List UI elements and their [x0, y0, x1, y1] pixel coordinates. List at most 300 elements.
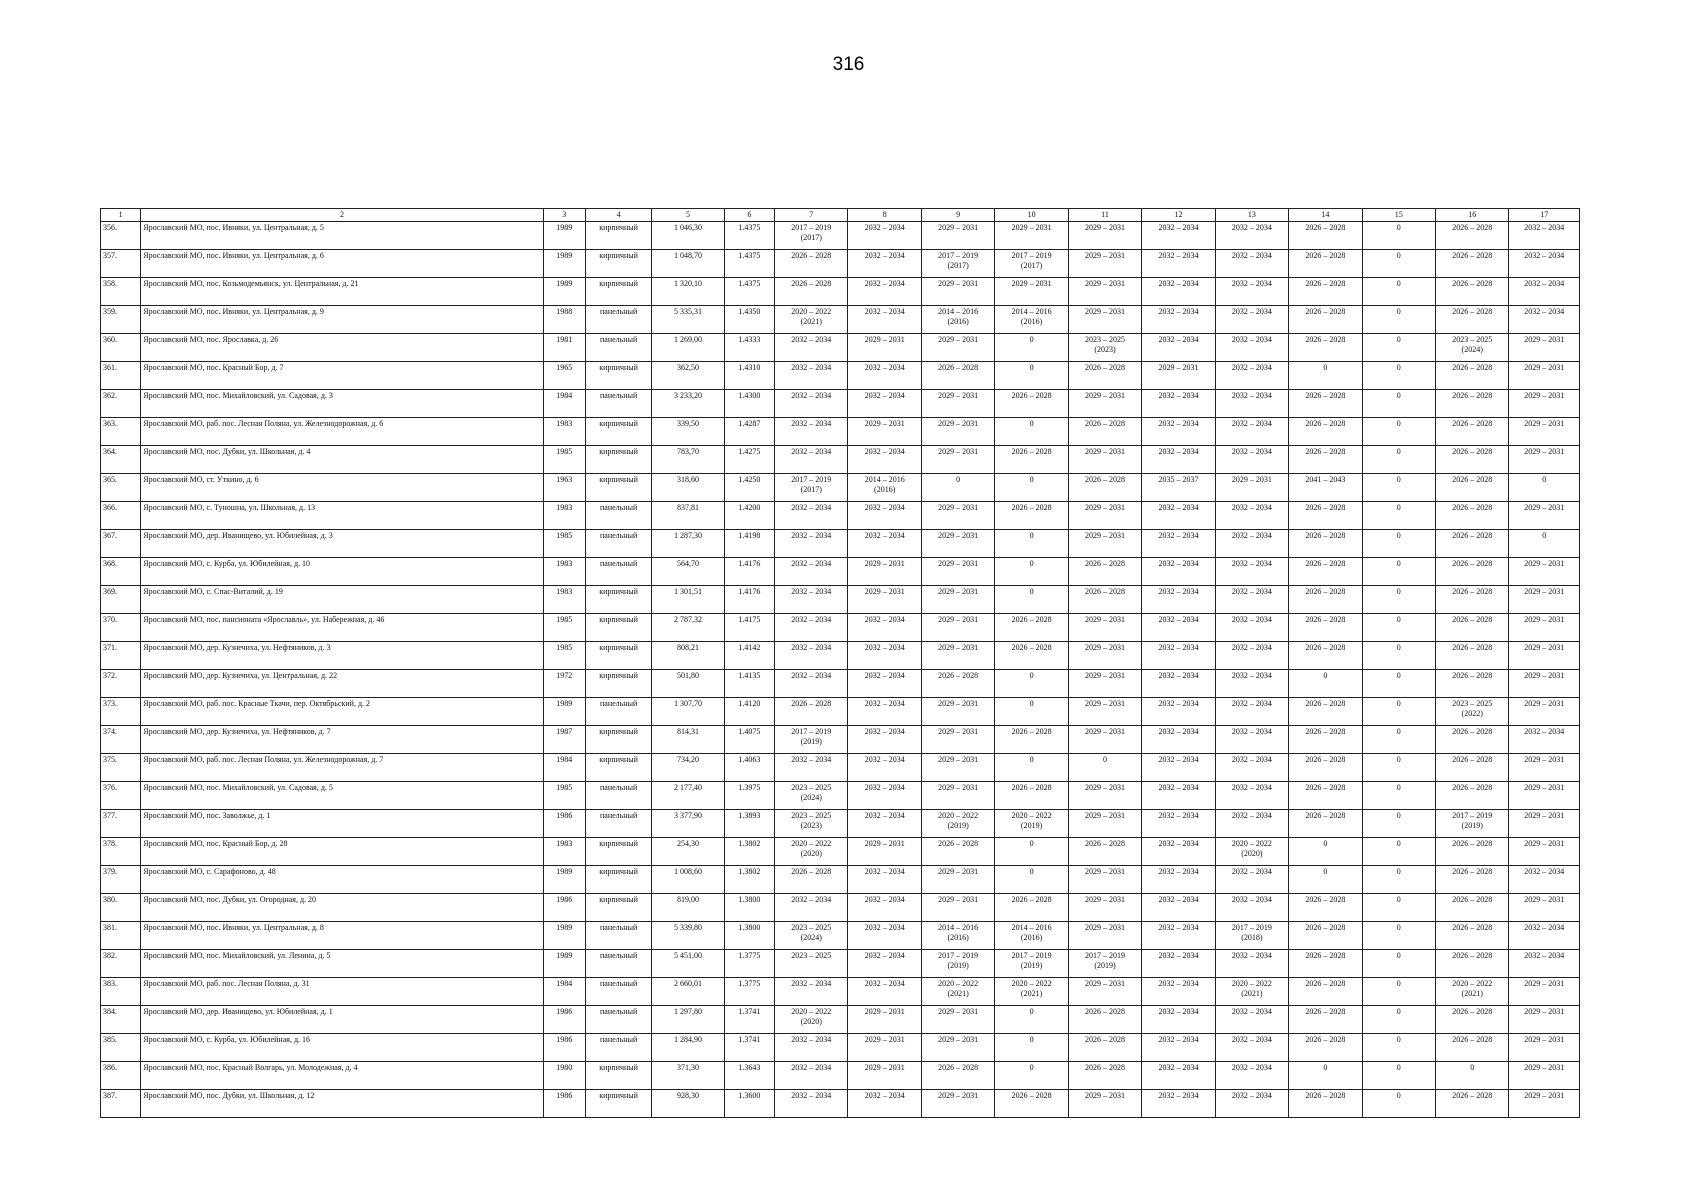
table-cell: 5 339,80 — [652, 922, 724, 950]
table-cell: 0 — [1362, 810, 1435, 838]
table-cell: 2026 – 2028 — [775, 278, 848, 306]
column-number-11: 11 — [1068, 209, 1141, 222]
table-cell: 2032 – 2034 — [775, 894, 848, 922]
address-cell: Ярославский МО, пос. Заволжье, д. 1 — [141, 810, 543, 838]
table-cell: панельный — [585, 334, 651, 362]
table-cell: 2026 – 2028 — [1289, 614, 1362, 642]
row-number: 367. — [101, 530, 141, 558]
table-cell: 2029 – 2031 — [1509, 978, 1580, 1006]
table-cell: 2032 – 2034 — [775, 390, 848, 418]
table-cell: 1985 — [543, 446, 585, 474]
table-cell: 2029 – 2031 — [1068, 698, 1141, 726]
table-cell: 819,00 — [652, 894, 724, 922]
row-number: 377. — [101, 810, 141, 838]
table-cell: 2026 – 2028 — [1068, 586, 1141, 614]
table-cell: 2032 – 2034 — [1509, 726, 1580, 754]
table-cell: 1981 — [543, 334, 585, 362]
row-number: 380. — [101, 894, 141, 922]
table-cell: 2029 – 2031 — [1509, 782, 1580, 810]
table-cell: 2014 – 2016 (2016) — [848, 474, 921, 502]
table-cell: 2032 – 2034 — [1142, 390, 1215, 418]
table-cell: 2 787,32 — [652, 614, 724, 642]
row-number: 382. — [101, 950, 141, 978]
table-cell: 1.4375 — [724, 222, 774, 250]
table-cell: 0 — [1509, 530, 1580, 558]
table-cell: кирпичный — [585, 474, 651, 502]
table-cell: 2032 – 2034 — [848, 222, 921, 250]
table-row — [101, 530, 1580, 558]
table-cell: 0 — [1289, 670, 1362, 698]
table-cell: 2032 – 2034 — [1215, 390, 1288, 418]
table-cell: 2029 – 2031 — [921, 222, 994, 250]
table-cell: 2029 – 2031 — [848, 334, 921, 362]
table-cell: кирпичный — [585, 222, 651, 250]
row-number: 370. — [101, 614, 141, 642]
table-cell: 1989 — [543, 250, 585, 278]
address-cell: Ярославский МО, пос. Ивняки, ул. Центральная, д. 8 — [141, 922, 543, 950]
row-number: 372. — [101, 670, 141, 698]
row-number: 365. — [101, 474, 141, 502]
table-row — [101, 978, 1580, 1006]
table-cell: 2029 – 2031 — [921, 446, 994, 474]
table-cell: 1989 — [543, 222, 585, 250]
table-row — [101, 306, 1580, 334]
column-number-7: 7 — [775, 209, 848, 222]
table-cell: 0 — [1362, 278, 1435, 306]
table-cell: 2029 – 2031 — [921, 558, 994, 586]
table-cell: 2 660,01 — [652, 978, 724, 1006]
row-number: 358. — [101, 278, 141, 306]
column-number-row — [101, 209, 1580, 222]
table-cell: 2029 – 2031 — [1509, 810, 1580, 838]
table-cell: 2032 – 2034 — [1142, 726, 1215, 754]
table-cell: 2029 – 2031 — [1509, 1006, 1580, 1034]
table-cell: 2026 – 2028 — [1435, 782, 1508, 810]
table-cell: 2017 – 2019 (2018) — [1215, 922, 1288, 950]
table-row — [101, 698, 1580, 726]
table-cell: 2032 – 2034 — [1509, 222, 1580, 250]
table-cell: 0 — [1362, 950, 1435, 978]
table-cell: 2029 – 2031 — [1142, 362, 1215, 390]
row-number: 379. — [101, 866, 141, 894]
row-number: 376. — [101, 782, 141, 810]
table-cell: 2026 – 2028 — [1435, 894, 1508, 922]
table-cell: 2026 – 2028 — [921, 838, 994, 866]
table-cell: 2020 – 2022 (2021) — [1215, 978, 1288, 1006]
column-number-6: 6 — [724, 209, 774, 222]
table-cell: 2032 – 2034 — [848, 530, 921, 558]
table-cell: 0 — [995, 474, 1068, 502]
address-cell: Ярославский МО, с. Курба, ул. Юбилейная, д. 16 — [141, 1034, 543, 1062]
table-cell: кирпичный — [585, 418, 651, 446]
row-number: 363. — [101, 418, 141, 446]
table-cell: 2032 – 2034 — [1215, 614, 1288, 642]
table-cell: 0 — [995, 1062, 1068, 1090]
table-cell: панельный — [585, 558, 651, 586]
table-cell: 2014 – 2016 (2016) — [921, 306, 994, 334]
table-cell: 1989 — [543, 922, 585, 950]
table-cell: 1989 — [543, 950, 585, 978]
table-cell: 2026 – 2028 — [1289, 390, 1362, 418]
table-cell: 1988 — [543, 306, 585, 334]
table-cell: 0 — [995, 838, 1068, 866]
table-cell: 2032 – 2034 — [1142, 446, 1215, 474]
table-cell: 2029 – 2031 — [848, 1006, 921, 1034]
table-cell: 2032 – 2034 — [1215, 558, 1288, 586]
table-cell: 2032 – 2034 — [848, 726, 921, 754]
column-number-4: 4 — [585, 209, 651, 222]
table-cell: 2029 – 2031 — [921, 866, 994, 894]
address-cell: Ярославский МО, пос. Ивняки, ул. Центральная, д. 5 — [141, 222, 543, 250]
table-row — [101, 726, 1580, 754]
table-cell: 2032 – 2034 — [1509, 278, 1580, 306]
table-cell: 0 — [1362, 782, 1435, 810]
row-number: 384. — [101, 1006, 141, 1034]
table-cell: 2023 – 2025 (2024) — [1435, 334, 1508, 362]
table-cell: 2026 – 2028 — [995, 894, 1068, 922]
table-cell: 2029 – 2031 — [921, 698, 994, 726]
table-cell: 1.3600 — [724, 1090, 774, 1118]
table-cell: 2026 – 2028 — [1435, 754, 1508, 782]
table-cell: 1.4200 — [724, 502, 774, 530]
table-cell: 2026 – 2028 — [1068, 362, 1141, 390]
table-cell: 2026 – 2028 — [1068, 558, 1141, 586]
table-cell: 2032 – 2034 — [1142, 698, 1215, 726]
table-cell: 2017 – 2019 (2019) — [995, 950, 1068, 978]
table-row — [101, 362, 1580, 390]
table-cell: 2029 – 2031 — [1068, 306, 1141, 334]
table-cell: 2026 – 2028 — [1435, 530, 1508, 558]
table-cell: 2023 – 2025 — [775, 950, 848, 978]
table-cell: 2029 – 2031 — [1068, 250, 1141, 278]
table-cell: 2032 – 2034 — [1215, 1090, 1288, 1118]
table-cell: 2029 – 2031 — [1509, 698, 1580, 726]
table-row — [101, 278, 1580, 306]
table-body — [101, 222, 1580, 1118]
table-cell: 1 297,80 — [652, 1006, 724, 1034]
table-cell: 318,60 — [652, 474, 724, 502]
table-cell: 2032 – 2034 — [775, 446, 848, 474]
table-cell: 2026 – 2028 — [1289, 754, 1362, 782]
row-number: 374. — [101, 726, 141, 754]
table-row — [101, 922, 1580, 950]
row-number: 386. — [101, 1062, 141, 1090]
table-row — [101, 390, 1580, 418]
table-cell: 2029 – 2031 — [1509, 418, 1580, 446]
table-cell: 0 — [921, 474, 994, 502]
table-cell: 814,31 — [652, 726, 724, 754]
row-number: 383. — [101, 978, 141, 1006]
table-cell: 0 — [1362, 1090, 1435, 1118]
address-cell: Ярославский МО, с. Туношна, ул. Школьная, д. 13 — [141, 502, 543, 530]
table-row — [101, 474, 1580, 502]
table-row — [101, 754, 1580, 782]
table-cell: 2032 – 2034 — [775, 1090, 848, 1118]
table-cell: 2032 – 2034 — [1215, 418, 1288, 446]
table-cell: 2026 – 2028 — [1435, 642, 1508, 670]
table-cell: 2032 – 2034 — [775, 670, 848, 698]
row-number: 371. — [101, 642, 141, 670]
table-cell: 2029 – 2031 — [1509, 754, 1580, 782]
table-cell: панельный — [585, 390, 651, 418]
table-cell: 0 — [995, 586, 1068, 614]
column-number-5: 5 — [652, 209, 724, 222]
table-cell: 501,80 — [652, 670, 724, 698]
table-cell: 2029 – 2031 — [921, 390, 994, 418]
address-cell: Ярославский МО, с. Курба, ул. Юбилейная, д. 10 — [141, 558, 543, 586]
column-number-17: 17 — [1509, 209, 1580, 222]
table-cell: кирпичный — [585, 586, 651, 614]
table-cell: 0 — [1068, 754, 1141, 782]
table-cell: 2029 – 2031 — [1509, 390, 1580, 418]
table-cell: 2029 – 2031 — [921, 1090, 994, 1118]
table-cell: 2020 – 2022 (2021) — [1435, 978, 1508, 1006]
table-cell: 254,30 — [652, 838, 724, 866]
row-number: 361. — [101, 362, 141, 390]
table-cell: 2026 – 2028 — [1068, 838, 1141, 866]
table-cell: 2026 – 2028 — [1435, 502, 1508, 530]
table-cell: 2026 – 2028 — [1289, 306, 1362, 334]
table-cell: 5 451,00 — [652, 950, 724, 978]
table-cell: 0 — [1362, 1034, 1435, 1062]
table-cell: 1.4142 — [724, 642, 774, 670]
table-cell: 2029 – 2031 — [848, 558, 921, 586]
table-cell: 1.4275 — [724, 446, 774, 474]
table-cell: 2032 – 2034 — [1142, 334, 1215, 362]
table-cell: 2029 – 2031 — [1068, 670, 1141, 698]
table-row — [101, 614, 1580, 642]
table-cell: 2032 – 2034 — [1509, 306, 1580, 334]
table-cell: 0 — [1362, 922, 1435, 950]
table-cell: 0 — [995, 530, 1068, 558]
table-cell: 1987 — [543, 726, 585, 754]
table-cell: 2026 – 2028 — [1289, 950, 1362, 978]
table-cell: 1.3975 — [724, 782, 774, 810]
address-cell: Ярославский МО, пос. Дубки, ул. Школьная, д. 4 — [141, 446, 543, 474]
table-cell: 2032 – 2034 — [848, 782, 921, 810]
table-cell: кирпичный — [585, 726, 651, 754]
table-cell: кирпичный — [585, 1090, 651, 1118]
table-cell: 2023 – 2025 (2024) — [775, 922, 848, 950]
table-cell: 362,50 — [652, 362, 724, 390]
table-cell: 2026 – 2028 — [1435, 950, 1508, 978]
table-cell: 2026 – 2028 — [1289, 446, 1362, 474]
table-cell: 2029 – 2031 — [1509, 894, 1580, 922]
table-cell: 1.3775 — [724, 950, 774, 978]
table-cell: 2017 – 2019 (2019) — [1435, 810, 1508, 838]
table-cell: 1.4176 — [724, 558, 774, 586]
table-cell: 2 177,40 — [652, 782, 724, 810]
table-cell: 2026 – 2028 — [1289, 642, 1362, 670]
table-cell: 2014 – 2016 (2016) — [995, 922, 1068, 950]
table-cell: 2026 – 2028 — [1435, 1090, 1508, 1118]
table-cell: 1984 — [543, 978, 585, 1006]
table-cell: 0 — [1362, 474, 1435, 502]
table-cell: 2026 – 2028 — [1435, 222, 1508, 250]
table-cell: 2032 – 2034 — [1142, 614, 1215, 642]
table-cell: 1.4310 — [724, 362, 774, 390]
table-cell: 5 335,31 — [652, 306, 724, 334]
address-cell: Ярославский МО, пос. Дубки, ул. Огородная, д. 20 — [141, 894, 543, 922]
table-cell: 1.3893 — [724, 810, 774, 838]
table-row — [101, 418, 1580, 446]
table-row — [101, 250, 1580, 278]
table-cell: 2014 – 2016 (2016) — [921, 922, 994, 950]
column-number-13: 13 — [1215, 209, 1288, 222]
table-cell: 1 269,00 — [652, 334, 724, 362]
table-cell: 1989 — [543, 866, 585, 894]
table-cell: 1985 — [543, 530, 585, 558]
address-cell: Ярославский МО, дер. Кузнечиха, ул. Нефтяников, д. 3 — [141, 642, 543, 670]
table-cell: 2017 – 2019 (2017) — [775, 474, 848, 502]
table-cell: 2026 – 2028 — [1289, 502, 1362, 530]
table-cell: 0 — [1362, 726, 1435, 754]
table-cell: 1 284,90 — [652, 1034, 724, 1062]
table-cell: 2032 – 2034 — [848, 978, 921, 1006]
table-cell: 734,20 — [652, 754, 724, 782]
table-cell: 2032 – 2034 — [848, 250, 921, 278]
address-cell: Ярославский МО, пос. Михайловский, ул. Садовая, д. 3 — [141, 390, 543, 418]
table-cell: 2017 – 2019 (2019) — [921, 950, 994, 978]
address-cell: Ярославский МО, раб. пос. Лесная Поляна, ул. Железнодорожная, д. 6 — [141, 418, 543, 446]
table-cell: 2032 – 2034 — [1142, 782, 1215, 810]
housing-register-table — [100, 208, 1580, 1118]
row-number: 360. — [101, 334, 141, 362]
table-cell: 2026 – 2028 — [921, 362, 994, 390]
table-cell: 0 — [1362, 586, 1435, 614]
table-cell: 2032 – 2034 — [1142, 222, 1215, 250]
address-cell: Ярославский МО, раб. пос. Лесная Поляна, ул. Железнодорожная, д. 7 — [141, 754, 543, 782]
table-cell: 2029 – 2031 — [1509, 362, 1580, 390]
address-cell: Ярославский МО, раб. пос. Лесная Поляна, д. 31 — [141, 978, 543, 1006]
table-cell: 0 — [1509, 474, 1580, 502]
address-cell: Ярославский МО, с. Спас-Виталий, д. 19 — [141, 586, 543, 614]
address-cell: Ярославский МО, дер. Иванищево, ул. Юбилейная, д. 3 — [141, 530, 543, 558]
table-cell: 2026 – 2028 — [1435, 922, 1508, 950]
table-cell: 1985 — [543, 642, 585, 670]
table-cell: 2032 – 2034 — [1142, 950, 1215, 978]
table-cell: 2026 – 2028 — [1435, 390, 1508, 418]
table-cell: 2026 – 2028 — [1435, 838, 1508, 866]
table-cell: 2032 – 2034 — [1215, 1006, 1288, 1034]
table-cell: 2032 – 2034 — [775, 418, 848, 446]
table-cell: 0 — [1362, 670, 1435, 698]
table-cell: 2026 – 2028 — [995, 782, 1068, 810]
table-cell: 2029 – 2031 — [1068, 222, 1141, 250]
table-cell: 1 046,30 — [652, 222, 724, 250]
table-cell: 2026 – 2028 — [1289, 222, 1362, 250]
page-number: 316 — [832, 54, 865, 75]
table-cell: 2032 – 2034 — [775, 586, 848, 614]
table-cell: 2029 – 2031 — [1509, 502, 1580, 530]
table-cell: 2017 – 2019 (2019) — [775, 726, 848, 754]
table-cell: 2032 – 2034 — [848, 614, 921, 642]
table-cell: кирпичный — [585, 278, 651, 306]
table-cell: 1984 — [543, 754, 585, 782]
table-cell: 2026 – 2028 — [1435, 474, 1508, 502]
table-cell: 2026 – 2028 — [1289, 810, 1362, 838]
table-cell: 1.3802 — [724, 838, 774, 866]
table-cell: 0 — [1362, 530, 1435, 558]
table-cell: кирпичный — [585, 754, 651, 782]
table-cell: 2029 – 2031 — [921, 754, 994, 782]
table-cell: 1.4075 — [724, 726, 774, 754]
table-cell: 2026 – 2028 — [1289, 250, 1362, 278]
table-cell: 2032 – 2034 — [848, 754, 921, 782]
table-cell: 2029 – 2031 — [921, 1006, 994, 1034]
address-cell: Ярославский МО, дер. Иванищево, ул. Юбилейная, д. 1 — [141, 1006, 543, 1034]
row-number: 362. — [101, 390, 141, 418]
table-cell: 2029 – 2031 — [1068, 978, 1141, 1006]
table-cell: 0 — [1362, 1062, 1435, 1090]
table-cell: 1 301,51 — [652, 586, 724, 614]
table-cell: 1986 — [543, 894, 585, 922]
table-cell: кирпичный — [585, 446, 651, 474]
table-row — [101, 1006, 1580, 1034]
address-cell: Ярославский МО, ст. Уткино, д. 6 — [141, 474, 543, 502]
table-cell: кирпичный — [585, 670, 651, 698]
row-number: 369. — [101, 586, 141, 614]
table-cell: 2032 – 2034 — [1142, 502, 1215, 530]
table-cell: 0 — [995, 1006, 1068, 1034]
table-cell: 1.3800 — [724, 894, 774, 922]
table-cell: панельный — [585, 782, 651, 810]
table-cell: 1983 — [543, 586, 585, 614]
table-cell: 2032 – 2034 — [1142, 530, 1215, 558]
table-cell: 0 — [1362, 754, 1435, 782]
table-cell: 2032 – 2034 — [848, 642, 921, 670]
table-cell: 0 — [995, 670, 1068, 698]
table-cell: 0 — [1362, 250, 1435, 278]
table-cell: 2032 – 2034 — [848, 362, 921, 390]
column-number-9: 9 — [921, 209, 994, 222]
address-cell: Ярославский МО, раб. пос. Красные Ткачи, пер. Октябрьский, д. 2 — [141, 698, 543, 726]
table-cell: 2032 – 2034 — [775, 502, 848, 530]
table-cell: 2032 – 2034 — [1215, 642, 1288, 670]
table-cell: 2029 – 2031 — [1068, 866, 1141, 894]
row-number: 375. — [101, 754, 141, 782]
table-cell: 2020 – 2022 (2021) — [775, 306, 848, 334]
row-number: 364. — [101, 446, 141, 474]
table-cell: 1963 — [543, 474, 585, 502]
table-cell: 2032 – 2034 — [1142, 810, 1215, 838]
table-cell: 2026 – 2028 — [775, 250, 848, 278]
table-cell: 2023 – 2025 (2023) — [1068, 334, 1141, 362]
table-cell: 2026 – 2028 — [1289, 978, 1362, 1006]
table-cell: 2026 – 2028 — [775, 866, 848, 894]
table-cell: кирпичный — [585, 866, 651, 894]
table-cell: 0 — [995, 418, 1068, 446]
table-cell: 1972 — [543, 670, 585, 698]
table-cell: 808,21 — [652, 642, 724, 670]
table-row — [101, 1062, 1580, 1090]
table-cell: 2029 – 2031 — [921, 782, 994, 810]
table-row — [101, 838, 1580, 866]
table-cell: 0 — [995, 362, 1068, 390]
table-cell: 2029 – 2031 — [1509, 334, 1580, 362]
table-row — [101, 950, 1580, 978]
table-cell: 2032 – 2034 — [1215, 866, 1288, 894]
table-cell: 2032 – 2034 — [775, 362, 848, 390]
table-cell: 2017 – 2019 (2017) — [995, 250, 1068, 278]
table-cell: 2026 – 2028 — [1435, 418, 1508, 446]
address-cell: Ярославский МО, дер. Кузнечиха, ул. Центральная, д. 22 — [141, 670, 543, 698]
table-cell: 2032 – 2034 — [1142, 1006, 1215, 1034]
table-row — [101, 866, 1580, 894]
table-cell: 2020 – 2022 (2021) — [921, 978, 994, 1006]
table-cell: 2032 – 2034 — [1215, 334, 1288, 362]
table-cell: 2029 – 2031 — [921, 334, 994, 362]
